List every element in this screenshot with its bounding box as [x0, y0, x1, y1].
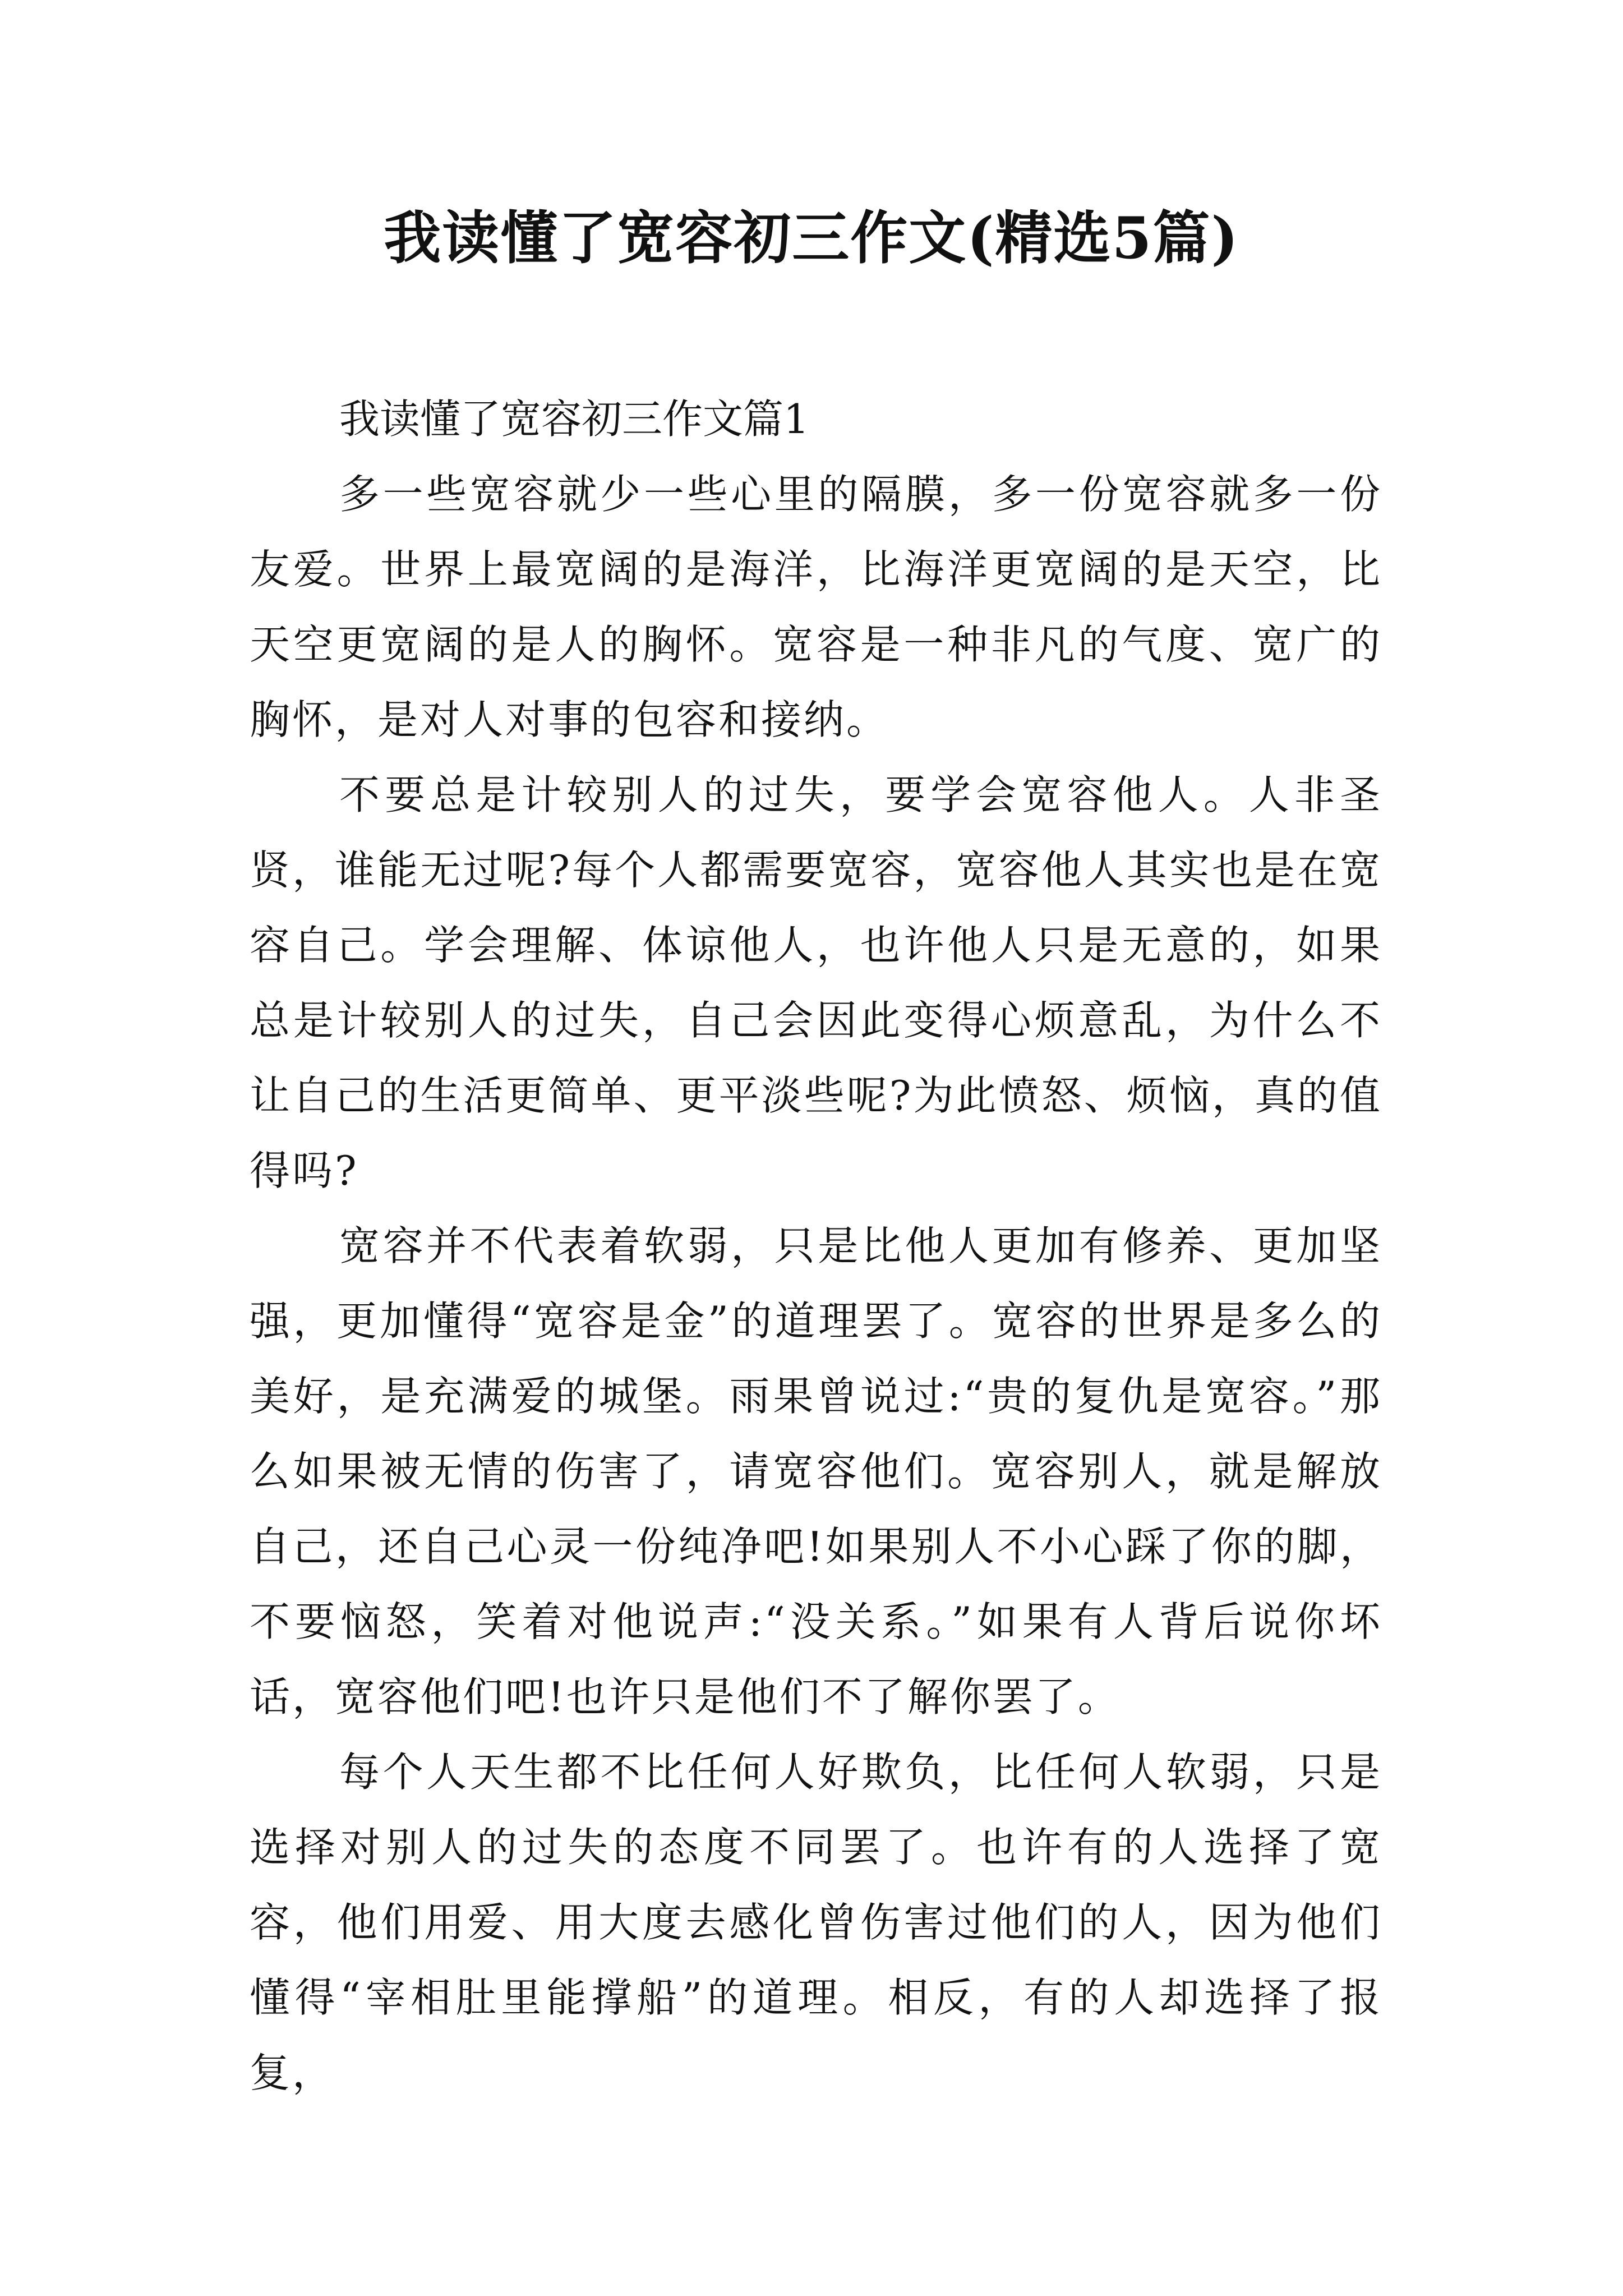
paragraph-4: 每个人天生都不比任何人好欺负，比任何人软弱，只是选择对别人的过失的态度不同罢了。也许有的人选择了宽容，他们用爱、用大度去感化曾伤害过他们的人，因为他们懂得“宰相肚里能撑船”的道理。相反，有的人却选择了报复，: [250, 1749, 1382, 2096]
paragraph-1: 多一些宽容就少一些心里的隔膜，多一份宽容就多一份友爱。世界上最宽阔的是海洋，比海洋更宽阔的是天空，比天空更宽阔的是人的胸怀。宽容是一种非凡的气度、宽广的胸怀，是对人对事的包容和接纳。: [250, 471, 1382, 743]
paragraph-2: 不要总是计较别人的过失，要学会宽容他人。人非圣贤，谁能无过呢?每个人都需要宽容，宽容他人其实也是在宽容自己。学会理解、体谅他人，也许他人只是无意的，如果总是计较别人的过失，自己会因此变得心烦意乱，为什么不让自己的生活更简单、更平淡些呢?为此愤怒、烦恼，真的值得吗?: [250, 771, 1382, 1194]
paragraph-3: 宽容并不代表着软弱，只是比他人更加有修养、更加坚强，更加懂得“宽容是金”的道理罢了。宽容的世界是多么的美好，是充满爱的城堡。雨果曾说过:“贵的复仇是宽容。”那么如果被无情的伤害了，请宽容他们。宽容别人，就是解放自己，还自己心灵一份纯净吧!如果别人不小心踩了你的脚，不要恼怒，笑着对他说声:“没关系。”如果有人背后说你坏话，宽容他们吧!也许只是他们不了解你罢了。: [250, 1222, 1382, 1720]
section-heading: 我读懂了宽容初三作文篇1: [339, 395, 809, 443]
document-title: 我读懂了宽容初三作文(精选5篇): [384, 205, 1239, 272]
document-body: [250, 381, 1382, 2110]
